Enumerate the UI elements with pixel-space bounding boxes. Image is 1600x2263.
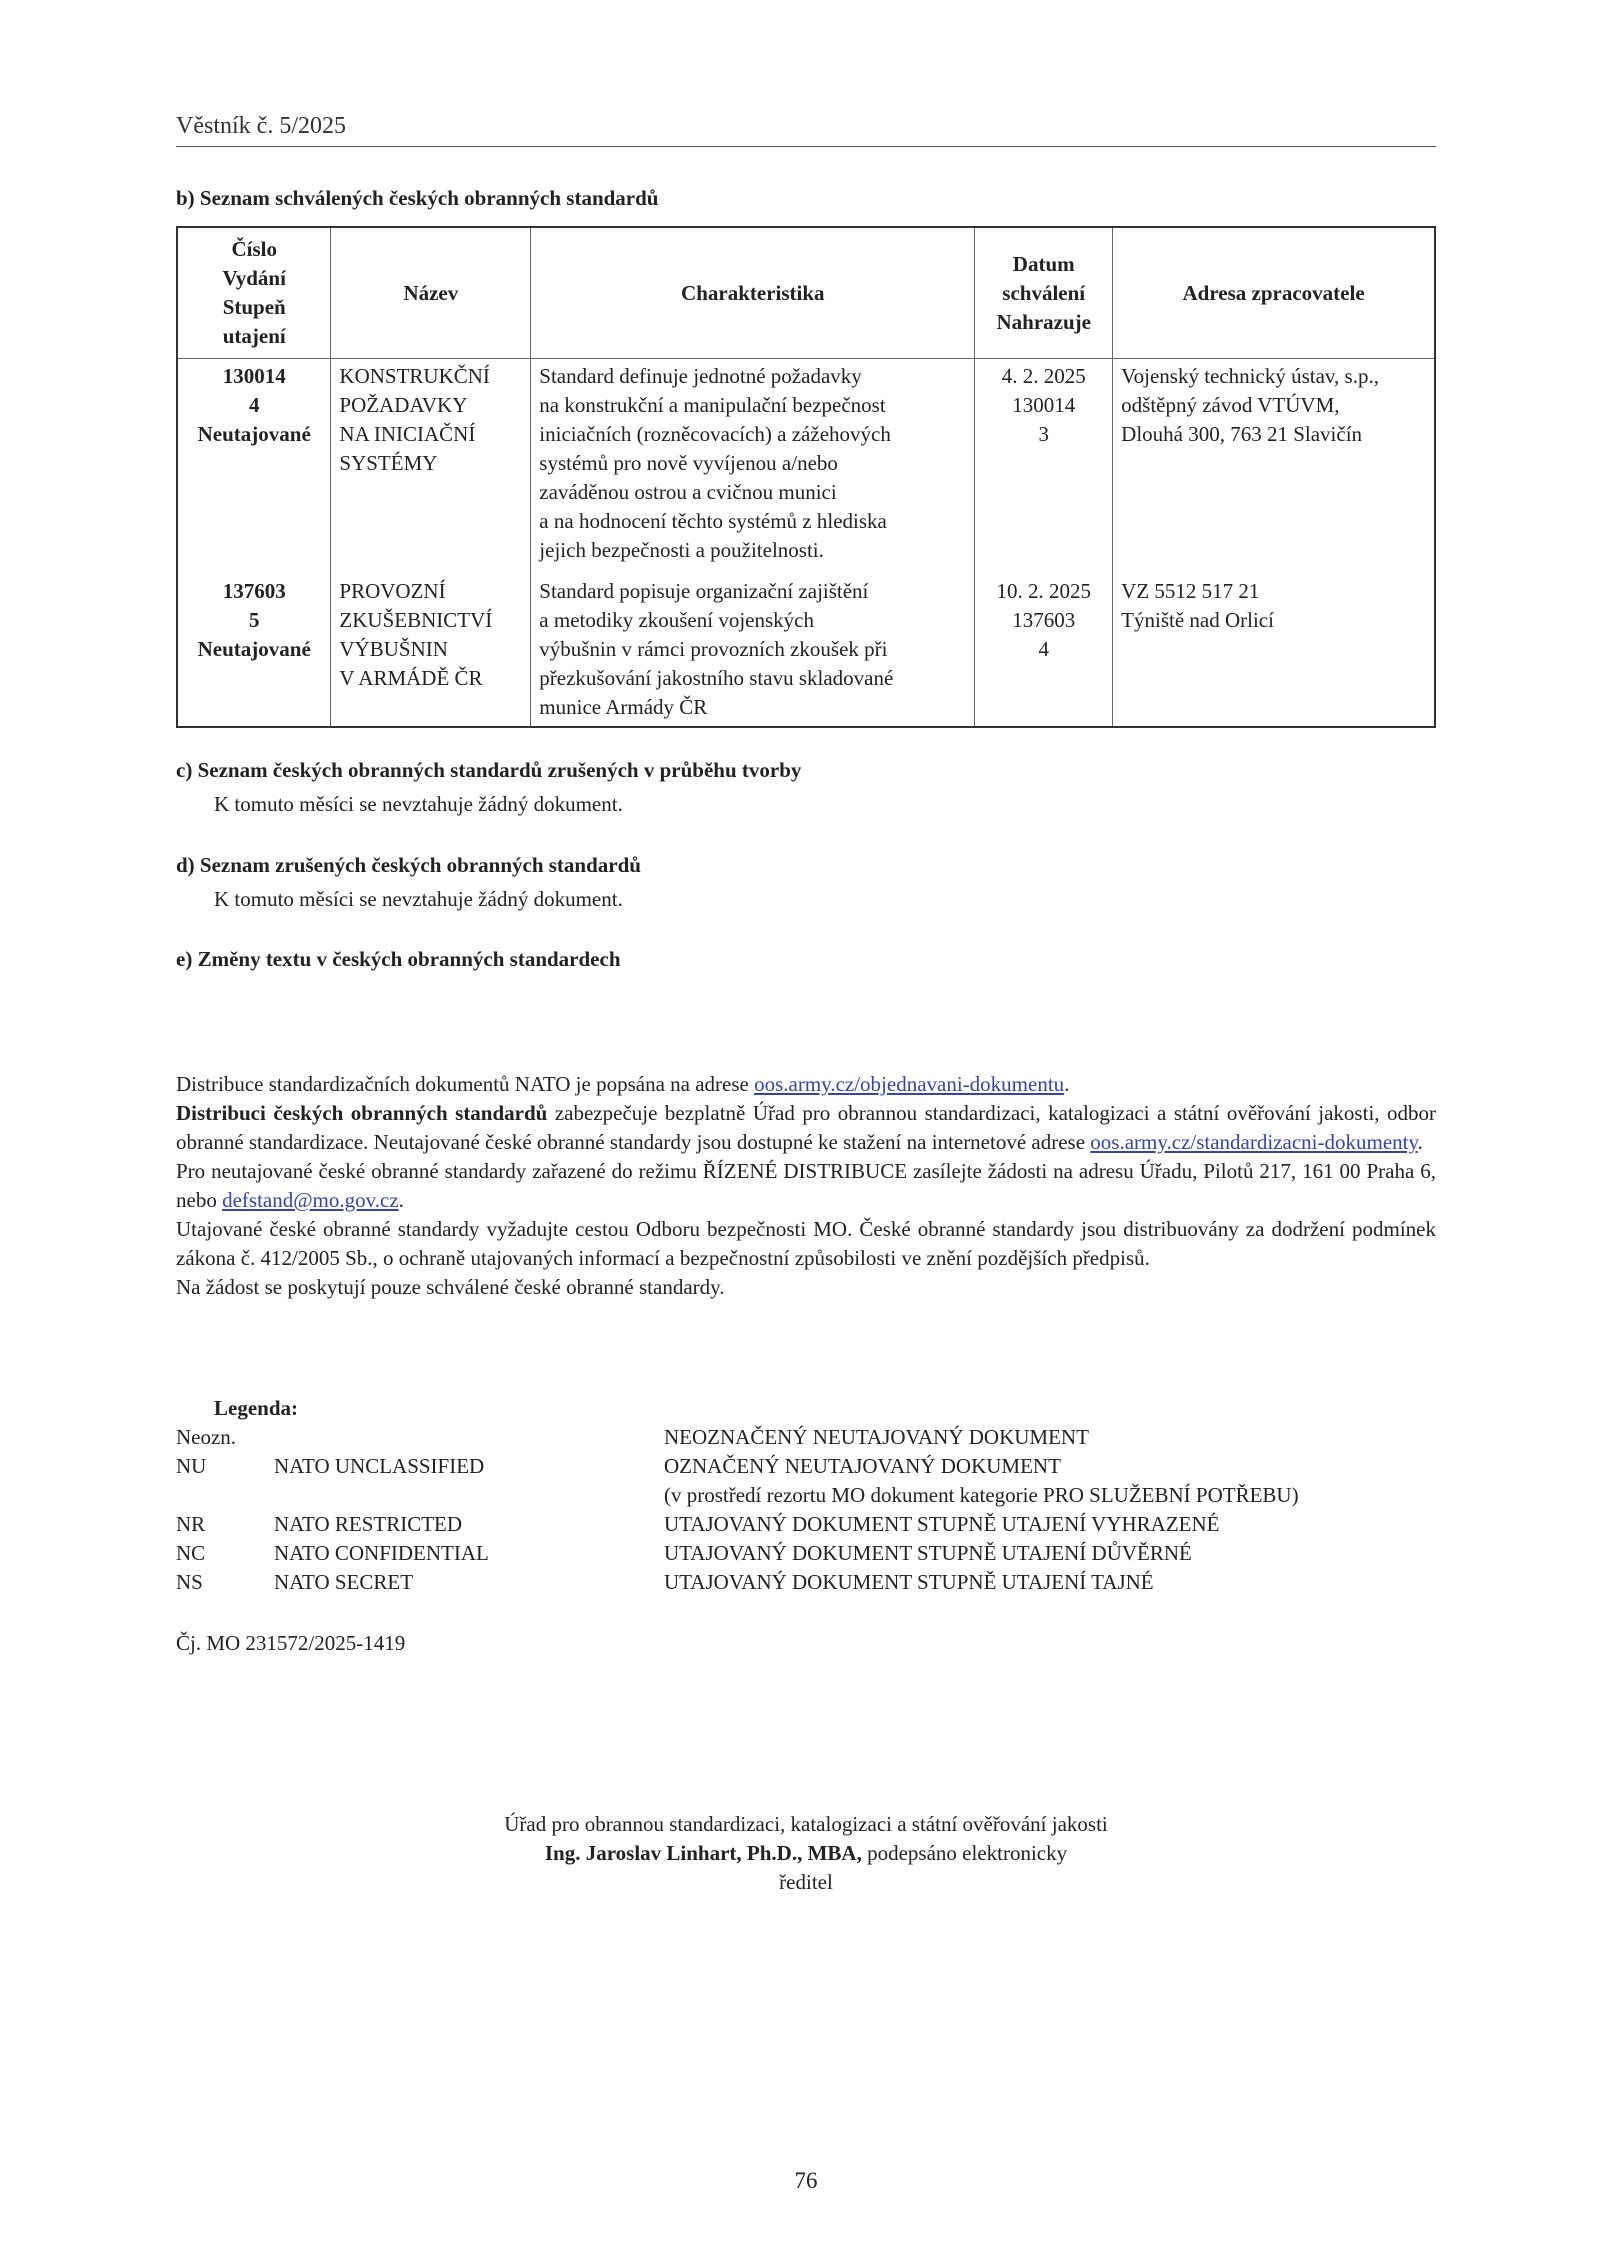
running-header: Věstník č. 5/2025: [176, 113, 346, 139]
legend-row: (v prostředí rezortu MO dokument kategorie PRO SLUŽEBNÍ POTŘEBU): [664, 1483, 1299, 1507]
distribution-info: [176, 1070, 1436, 1302]
signature-role: ředitel: [779, 1870, 833, 1894]
legend-row: NU NATO UNCLASSIFIED OZNAČENÝ NEUTAJOVANÝ DOKUMENT: [176, 1454, 1061, 1478]
col-description-header: Charakteristika: [531, 227, 975, 359]
section-d-note: K tomuto měsíci se nevztahuje žádný dokument.: [214, 887, 623, 911]
distribution-cos-paragraph: Distribuci českých obranných standardů zabezpečuje bezplatně Úřad pro obrannou standardizaci, katalogizaci a státní ověřování jakosti, odbor obranné standardizace. Neutajované české obranné standardy jsou dostupné ke stažení na internetové adrese oos.army.cz/standardizacni-dokumenty.: [176, 1101, 1437, 1154]
col-number-header: Číslo Vydání Stupeň utajení: [177, 227, 331, 359]
table-row: [177, 359, 1435, 570]
legend-row: NR NATO RESTRICTED UTAJOVANÝ DOKUMENT STUPNĚ UTAJENÍ VYHRAZENÉ: [176, 1512, 1220, 1536]
nato-documents-link[interactable]: oos.army.cz/objednavani-dokumentu: [754, 1072, 1065, 1096]
standard-number-cell: 137603 5 Neutajované: [177, 569, 331, 727]
col-date-header: Datum schválení Nahrazuje: [975, 227, 1113, 359]
standard-name-cell: PROVOZNÍ ZKUŠEBNICTVÍ VÝBUŠNIN V ARMÁDĚ ČR: [331, 569, 531, 727]
signature-block: [176, 1810, 1436, 1897]
reference-number: Čj. MO 231572/2025-1419: [176, 1631, 406, 1655]
controlled-distribution-paragraph: Pro neutajované české obranné standardy zařazené do režimu ŘÍZENÉ DISTRIBUCE zasílejte žádosti na adresu Úřadu, Pilotů 217, 161 00 Praha 6, nebo defstand@mo.gov.cz.: [176, 1159, 1436, 1212]
section-b-heading: b) Seznam schválených českých obranných standardů: [176, 186, 659, 210]
section-c-note: K tomuto měsíci se nevztahuje žádný dokument.: [214, 792, 623, 816]
standard-address-cell: VZ 5512 517 21 Týniště nad Orlicí: [1113, 569, 1435, 727]
standard-address-cell: Vojenský technický ústav, s.p., odštěpný závod VTÚVM, Dlouhá 300, 763 21 Slavičín: [1113, 359, 1435, 570]
legend: [176, 1394, 1436, 1597]
legend-row: NS NATO SECRET UTAJOVANÝ DOKUMENT STUPNĚ UTAJENÍ TAJNÉ: [176, 1570, 1154, 1594]
approved-only-paragraph: Na žádost se poskytují pouze schválené české obranné standardy.: [176, 1275, 725, 1299]
signature-line: Ing. Jaroslav Linhart, Ph.D., MBA, podepsáno elektronicky: [544, 1841, 1068, 1865]
section-d-heading: d) Seznam zrušených českých obranných standardů: [176, 853, 641, 877]
legend-row: Neozn. NEOZNAČENÝ NEUTAJOVANÝ DOKUMENT: [176, 1425, 1089, 1449]
legend-row: NC NATO CONFIDENTIAL UTAJOVANÝ DOKUMENT STUPNĚ UTAJENÍ DŮVĚRNÉ: [176, 1541, 1192, 1565]
standardization-documents-link[interactable]: oos.army.cz/standardizacni-dokumenty: [1090, 1130, 1418, 1154]
standard-number-cell: 130014 4 Neutajované: [177, 359, 331, 570]
standard-description-cell: Standard popisuje organizační zajištění a metodiky zkoušení vojenských výbušnin v rámci provozních zkoušek při přezkušování jakostního stavu skladované munice Armády ČR: [531, 569, 975, 727]
page-number: 76: [794, 2168, 818, 2193]
distribution-nato-paragraph: Distribuce standardizačních dokumentů NATO je popsána na adrese oos.army.cz/objednavani-dokumentu.: [176, 1072, 1070, 1096]
table-row: [177, 569, 1435, 727]
signature-office: Úřad pro obrannou standardizaci, katalogizaci a státní ověřování jakosti: [504, 1812, 1108, 1836]
standard-description-cell: Standard definuje jednotné požadavky na konstrukční a manipulační bezpečnost iniciačních (rozněcovacích) a zážehových systémů pro nově vyvíjenou a/nebo zaváděnou ostrou a cvičnou munici a na hodnocení těchto systémů z hlediska jejich bezpečnosti a použitelnosti.: [531, 359, 975, 570]
standard-name-cell: KONSTRUKČNÍ POŽADAVKY NA INICIAČNÍ SYSTÉMY: [331, 359, 531, 570]
header-rule: [176, 146, 1436, 147]
standard-date-cell: 10. 2. 2025 137603 4: [975, 569, 1113, 727]
col-name-header: Název: [331, 227, 531, 359]
section-e-heading: e) Změny textu v českých obranných standardech: [176, 947, 621, 971]
standard-date-cell: 4. 2. 2025 130014 3: [975, 359, 1113, 570]
table-header-row: [177, 227, 1435, 359]
defstand-email-link[interactable]: defstand@mo.gov.cz: [222, 1188, 399, 1212]
legend-title: Legenda:: [214, 1396, 298, 1420]
col-address-header: Adresa zpracovatele: [1113, 227, 1435, 359]
standards-table: [176, 226, 1436, 728]
classified-standards-paragraph: Utajované české obranné standardy vyžadujte cestou Odboru bezpečnosti MO. České obranné standardy jsou distribuovány za dodržení podmínek zákona č. 412/2005 Sb., o ochraně utajovaných informací a bezpečnostní způsobilosti ve znění pozdějších předpisů.: [176, 1217, 1436, 1270]
section-c-heading: c) Seznam českých obranných standardů zrušených v průběhu tvorby: [176, 758, 802, 782]
